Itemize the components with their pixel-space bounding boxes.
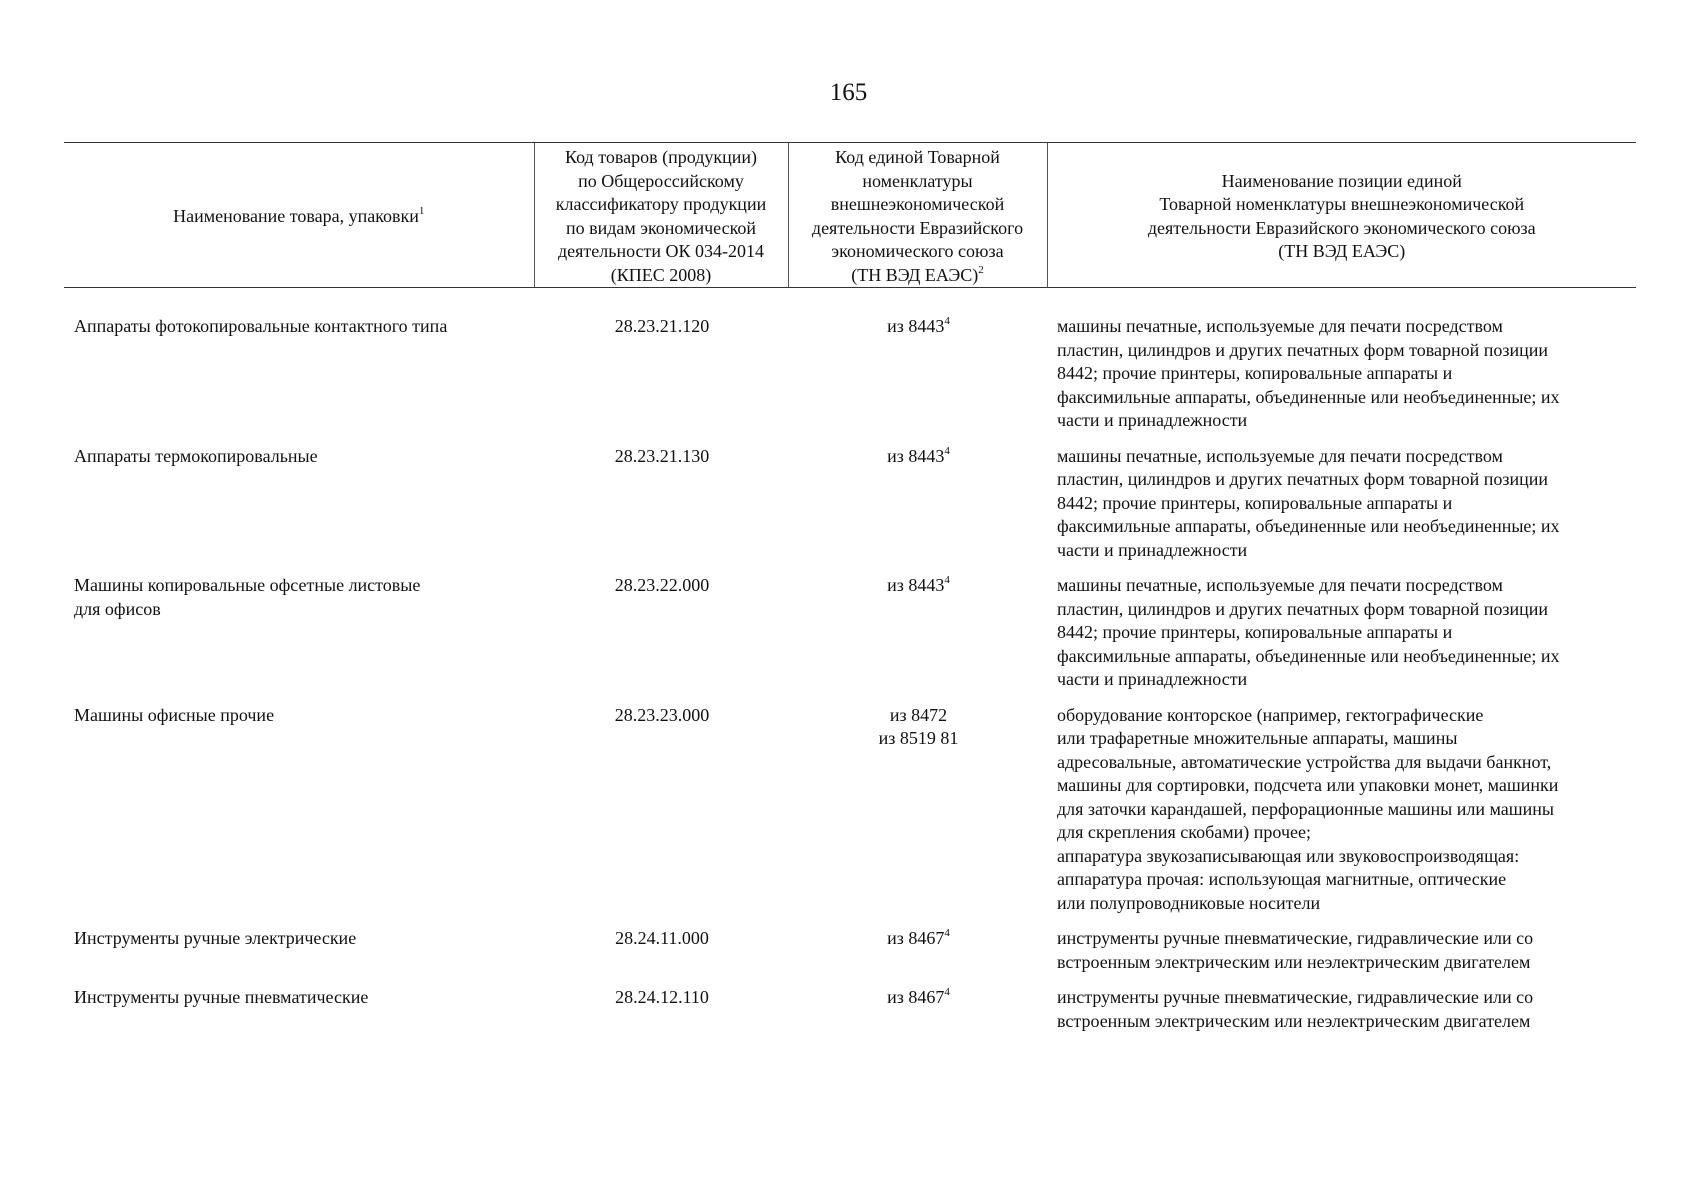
okpd-code-cell (534, 927, 788, 986)
header-line: деятельности ОК 034-2014 (557, 241, 765, 261)
header-line: Код товаров (продукции) (564, 147, 758, 167)
tnved-code: из 8443 (887, 575, 945, 595)
okpd-code: 28.23.21.120 (614, 316, 710, 336)
goods-name-line: Аппараты термокопировальные (74, 445, 318, 466)
tnved-code: из 8443 (887, 445, 945, 466)
goods-name-cell (64, 927, 534, 986)
header-goods-name (64, 143, 534, 288)
tnved-description-line: пластин, цилиндров и других печатных форм товарной позиции (1057, 469, 1549, 489)
tnved-code-cell (788, 445, 1047, 575)
okpd-code: 28.23.23.000 (614, 704, 710, 725)
footnote-marker: 4 (944, 315, 950, 327)
tnved-code-cell (788, 704, 1047, 928)
tnved-code: из 8472 (889, 704, 948, 725)
tnved-description-line: машины для сортировки, подсчета или упаковки монет, машинки (1057, 775, 1559, 795)
tnved-description-cell (1047, 927, 1636, 986)
goods-name-line: Инструменты ручные электрические (74, 928, 357, 948)
tnved-description-line: для скрепления скобами) прочее; (1057, 822, 1311, 842)
tnved-description-line: машины печатные, используемые для печати посредством (1057, 316, 1503, 336)
header-line (795, 264, 1041, 288)
header-line: деятельности Евразийского экономического союза (1147, 217, 1536, 238)
goods-name-line: для офисов (74, 598, 161, 619)
footnote-marker: 4 (944, 986, 950, 998)
header-line-text: (ТН ВЭД ЕАЭС) (851, 264, 979, 285)
table-row (64, 704, 1636, 928)
header-line: Код единой Товарной (835, 147, 1000, 167)
table-body (64, 288, 1636, 1046)
goods-table (64, 142, 1636, 1045)
tnved-description-line: адресовальные, автоматические устройства для выдачи банкнот, (1057, 751, 1552, 772)
tnved-description-cell (1047, 288, 1636, 445)
header-line: Товарной номенклатуры внешнеэкономической (1159, 194, 1525, 214)
okpd-code: 28.24.12.110 (615, 987, 709, 1007)
page-number: 165 (829, 79, 868, 106)
tnved-code: из 8519 81 (878, 728, 959, 748)
tnved-description-line: машины печатные, используемые для печати посредством (1057, 445, 1503, 466)
tnved-description-line: инструменты ручные пневматические, гидравлические или со (1057, 928, 1534, 948)
tnved-description-line: машины печатные, используемые для печати посредством (1057, 575, 1503, 595)
header-line: по Общероссийскому (578, 170, 744, 191)
tnved-description-cell (1047, 704, 1636, 928)
header-line: внешнеэкономической (830, 194, 1005, 214)
tnved-description-line: встроенным электрическим или неэлектрическим двигателем (1057, 1010, 1531, 1031)
tnved-description-line: встроенным электрическим или неэлектрическим двигателем (1057, 951, 1531, 972)
tnved-code-line (798, 727, 1039, 751)
header-line: (ТН ВЭД ЕАЭС) (1278, 241, 1406, 261)
tnved-description-line: факсимильные аппараты, объединенные или необъединенные; их (1057, 386, 1560, 407)
table-header (64, 143, 1636, 288)
tnved-code-line (798, 574, 1039, 598)
header-okpd-code (534, 143, 788, 288)
tnved-description-line: факсимильные аппараты, объединенные или необъединенные; их (1057, 516, 1560, 536)
okpd-code: 28.24.11.000 (615, 928, 709, 948)
tnved-code-cell (788, 986, 1047, 1045)
goods-name-line: Машины офисные прочие (74, 704, 275, 725)
okpd-code: 28.23.22.000 (614, 575, 710, 595)
tnved-description-line: пластин, цилиндров и других печатных форм товарной позиции (1057, 339, 1549, 360)
goods-name-cell (64, 574, 534, 704)
tnved-code-line (798, 986, 1039, 1010)
header-line: экономического союза (831, 241, 1004, 261)
goods-name-cell (64, 445, 534, 575)
tnved-description-line: аппаратура прочая: использующая магнитные, оптические (1057, 869, 1507, 889)
footnote-marker: 1 (418, 204, 425, 217)
tnved-code-line (798, 927, 1039, 951)
header-line: деятельности Евразийского (811, 217, 1024, 238)
header-tnved-code (788, 143, 1047, 288)
tnved-description-cell (1047, 574, 1636, 704)
tnved-description-line: оборудование конторское (например, гектографические (1057, 704, 1484, 725)
goods-name-cell (64, 704, 534, 928)
header-line: классификатору продукции (555, 194, 767, 214)
footnote-marker: 4 (944, 444, 950, 457)
tnved-code: из 8467 (887, 928, 945, 948)
header-line: Наименование позиции единой (1221, 170, 1462, 191)
tnved-code: из 8467 (887, 987, 945, 1007)
goods-name-line: Инструменты ручные пневматические (74, 987, 369, 1007)
tnved-description-cell (1047, 445, 1636, 575)
tnved-code: из 8443 (887, 316, 945, 336)
tnved-description-line: аппаратура звукозаписывающая или звуковоспроизводящая: (1057, 845, 1520, 866)
tnved-code-cell (788, 574, 1047, 704)
okpd-code-cell (534, 704, 788, 928)
goods-name-cell (64, 288, 534, 445)
tnved-description-line: 8442; прочие принтеры, копировальные аппараты и (1057, 492, 1453, 513)
tnved-description-line: пластин, цилиндров и других печатных форм товарной позиции (1057, 598, 1549, 619)
tnved-description-line: инструменты ручные пневматические, гидравлические или со (1057, 987, 1534, 1007)
tnved-description-line: или полупроводниковые носители (1057, 892, 1321, 913)
tnved-code-line (798, 445, 1039, 469)
tnved-description-line: для заточки карандашей, перфорационные машины или машины (1057, 798, 1554, 819)
goods-name-line: Аппараты фотокопировальные контактного типа (74, 316, 448, 336)
header-tnved-name (1047, 143, 1636, 288)
tnved-description-line: части и принадлежности (1057, 539, 1248, 560)
goods-name-cell (64, 986, 534, 1045)
okpd-code-cell (534, 445, 788, 575)
goods-name-line: Машины копировальные офсетные листовые (74, 575, 421, 595)
okpd-code-cell (534, 986, 788, 1045)
table-row (64, 288, 1636, 445)
tnved-description-line: части и принадлежности (1057, 669, 1248, 689)
table-row (64, 574, 1636, 704)
header-line: номенклатуры (862, 170, 973, 191)
tnved-description-cell (1047, 986, 1636, 1045)
footnote-marker: 4 (944, 574, 950, 586)
okpd-code-cell (534, 574, 788, 704)
header-line: (КПЕС 2008) (610, 264, 712, 285)
table-row (64, 986, 1636, 1045)
tnved-description-line: 8442; прочие принтеры, копировальные аппараты и (1057, 363, 1453, 383)
tnved-code-cell (788, 927, 1047, 986)
tnved-description-line: или трафаретные множительные аппараты, машины (1057, 728, 1458, 748)
header-line: по видам экономической (565, 217, 757, 238)
tnved-code-line (798, 315, 1039, 339)
table-row (64, 445, 1636, 575)
header-goods-name-text: Наименование товара, упаковки (173, 205, 419, 226)
tnved-code-cell (788, 288, 1047, 445)
tnved-code-line (798, 704, 1039, 728)
footnote-marker: 4 (944, 927, 950, 939)
okpd-code-cell (534, 288, 788, 445)
footnote-marker: 2 (978, 263, 984, 276)
tnved-description-line: части и принадлежности (1057, 410, 1248, 430)
table-row (64, 927, 1636, 986)
okpd-code: 28.23.21.130 (614, 445, 710, 466)
tnved-description-line: факсимильные аппараты, объединенные или необъединенные; их (1057, 645, 1560, 666)
tnved-description-line: 8442; прочие принтеры, копировальные аппараты и (1057, 622, 1453, 642)
